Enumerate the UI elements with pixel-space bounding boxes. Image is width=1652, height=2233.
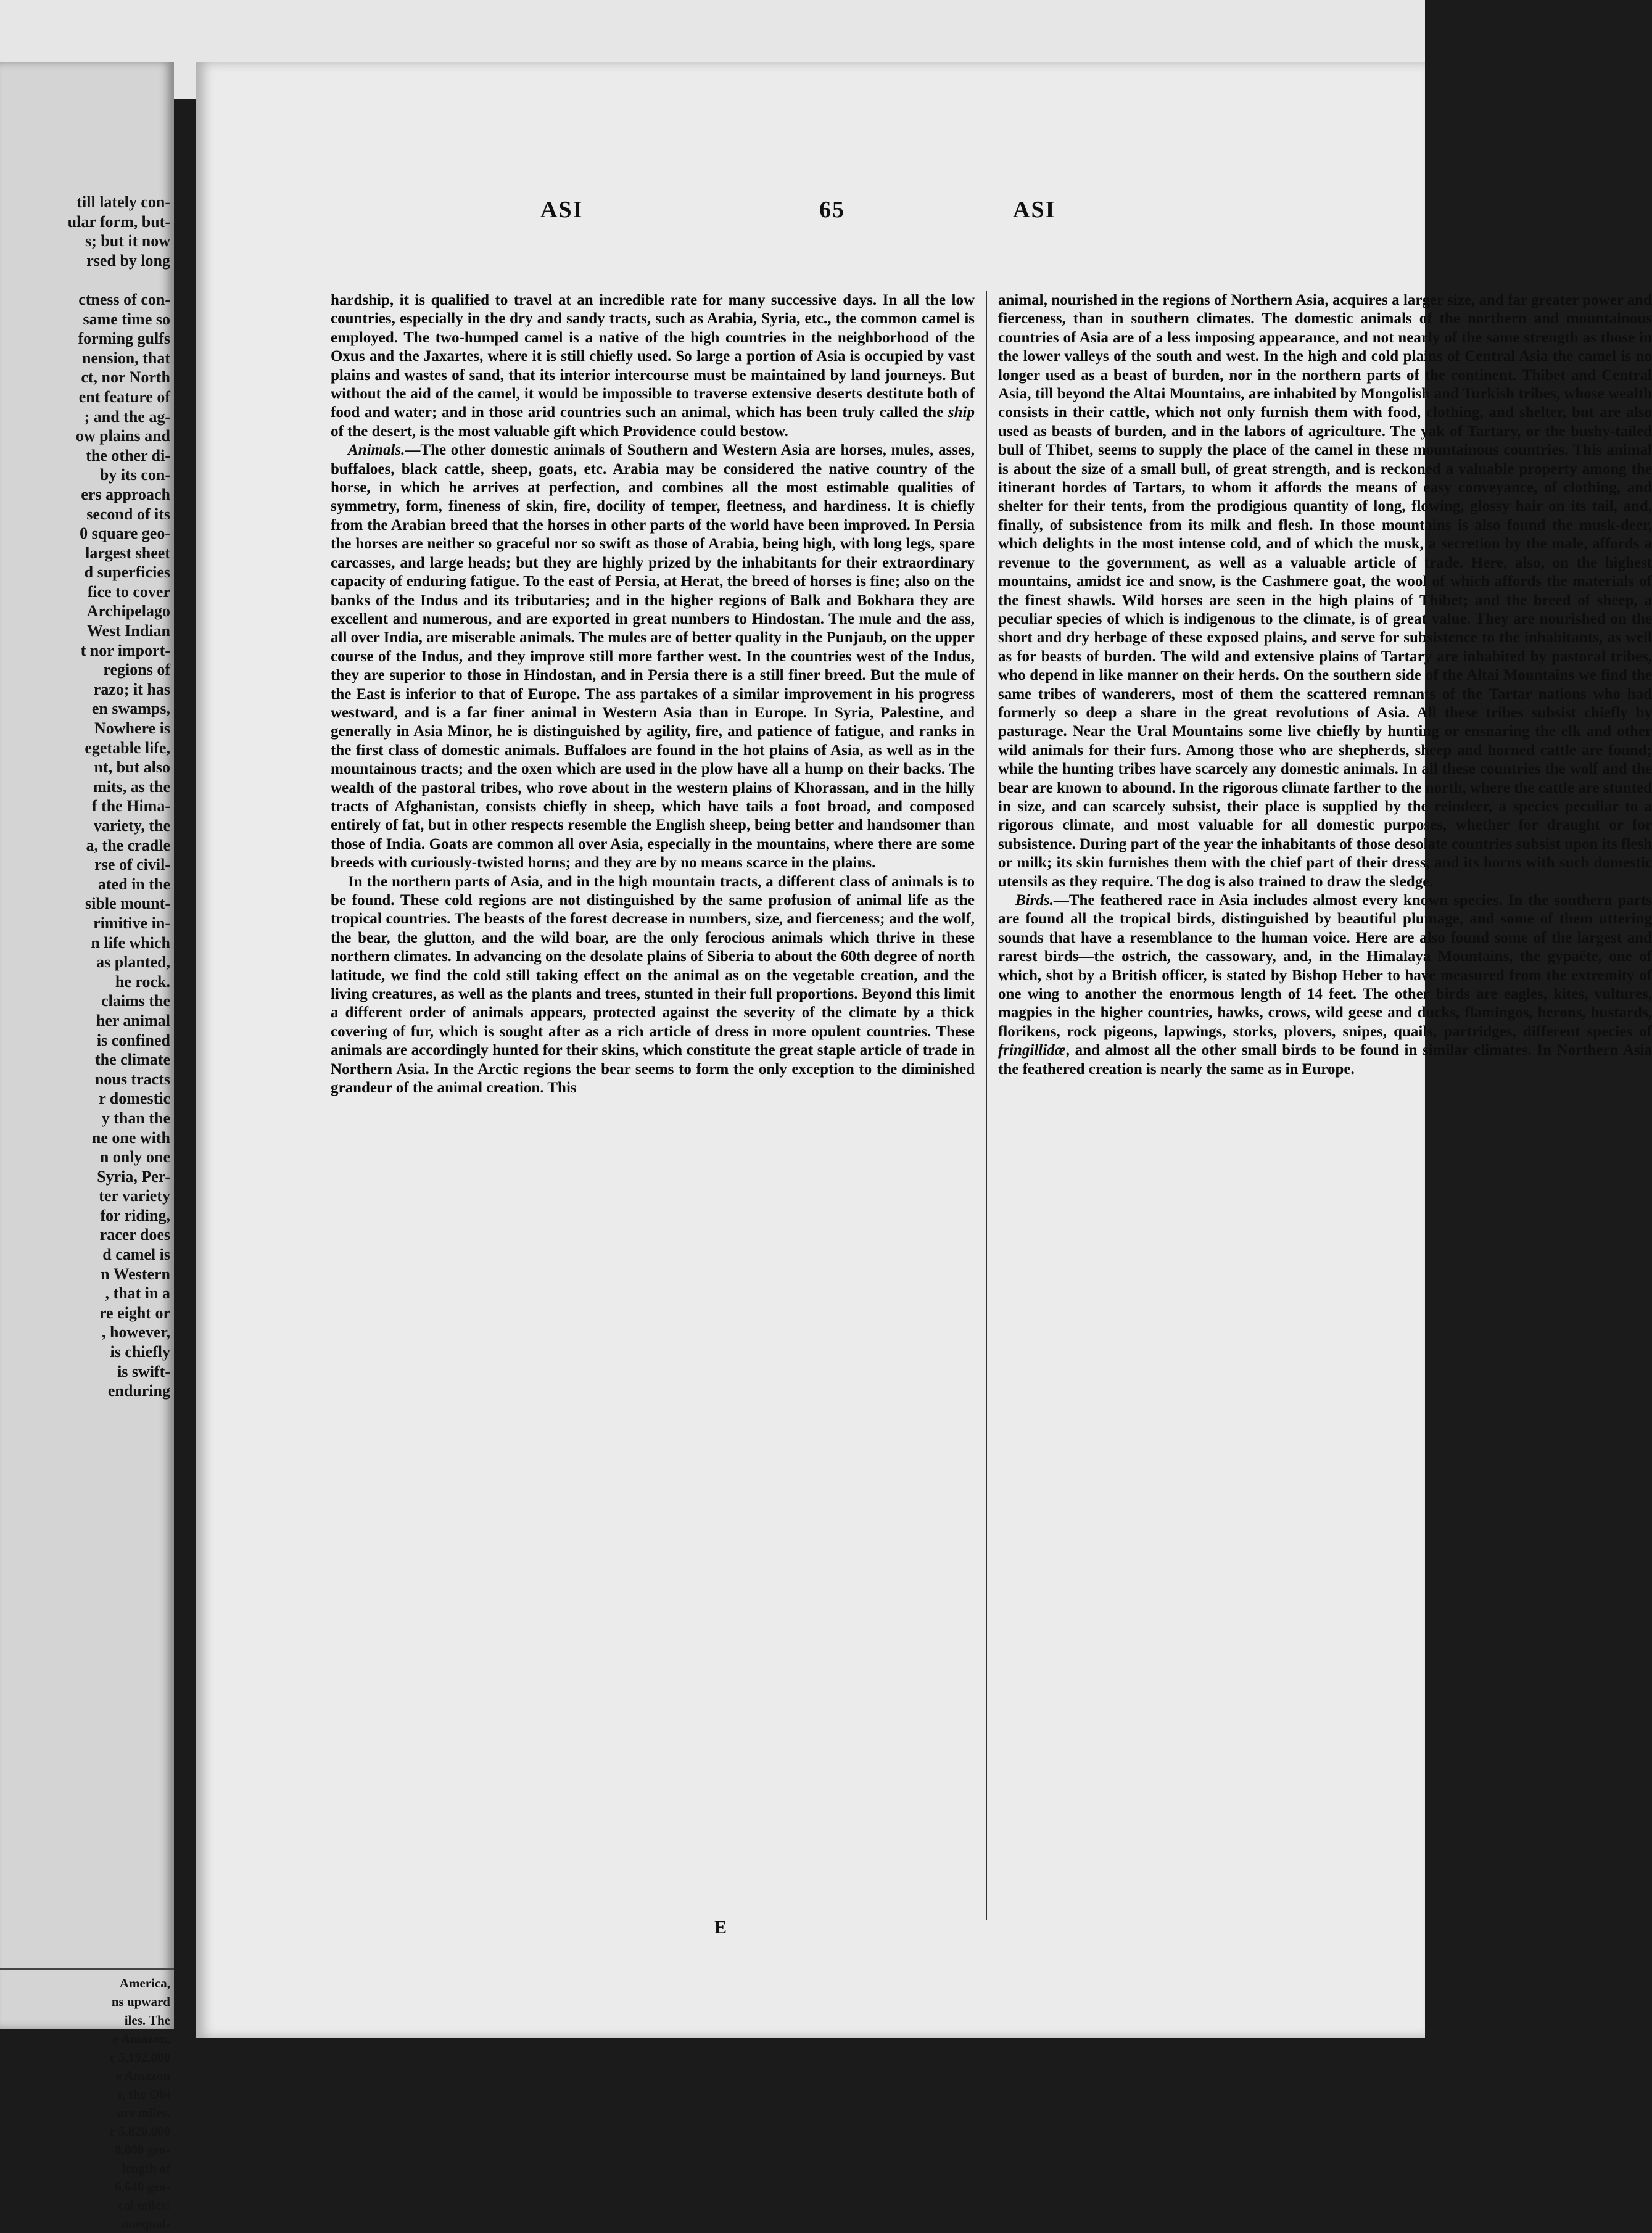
text-line: e Amazon bbox=[115, 2068, 170, 2083]
text-line: mits, as the bbox=[93, 777, 170, 796]
text-line: ent feature of bbox=[78, 387, 170, 406]
text-line bbox=[0, 270, 170, 290]
text-line: n life which bbox=[91, 933, 170, 952]
text-line: America, bbox=[119, 1976, 170, 1991]
text-line: a, the cradle bbox=[86, 836, 170, 854]
text-line: is confined bbox=[96, 1031, 170, 1049]
text-line: nension, that bbox=[81, 349, 170, 367]
text-line: r domestic bbox=[99, 1089, 170, 1108]
text-line: razo; it has bbox=[93, 680, 170, 698]
column-rule bbox=[986, 291, 987, 1920]
text-line: iles. The bbox=[124, 2013, 170, 2028]
text-line: the climate bbox=[94, 1050, 170, 1069]
text-line: re eight or bbox=[99, 1303, 170, 1322]
text-line: ated in the bbox=[98, 875, 170, 893]
text-line: Archipelago bbox=[86, 602, 170, 621]
paragraph: Birds.—The feathered race in Asia includes almost every known species. In the southern parts are found all the tropical birds, distinguished by beautiful plumage, and some of them uttering sounds that have a resemblance to the human voice. Here are also found some of the largest and rarest birds—the ostrich, the cassowary, and, in the Himalaya Mountains, the gypaëte, one of which, shot by a British officer, is stated by Bishop Heber to have measured from the extremity of one wing to another the enormous length of 14 feet. The other birds are eagles, kites, vultures, magpies in the higher countries, hawks, crows, wild geese and ducks, flamingos, herons, bustards, florikens, rock pigeons, lapwings, storks, plovers, snipes, quails, partridges, different species of fringillidæ, and almost all the other small birds to be found in similar climates. In Northern Asia the feathered creation is nearly the same as in Europe. bbox=[998, 892, 1652, 1078]
text-line: d superficies bbox=[84, 563, 170, 582]
text-line: 8,000 geo- bbox=[115, 2142, 170, 2157]
text-line: Syria, Per- bbox=[97, 1167, 170, 1186]
text-line: fice to cover bbox=[87, 582, 170, 601]
text-line: t nor import- bbox=[80, 641, 170, 659]
text-line: ns upward bbox=[111, 1994, 170, 2009]
text-line: e Amazon, bbox=[112, 2031, 170, 2046]
text-line: is swift- bbox=[117, 1362, 170, 1381]
section-heading-animals: Animals. bbox=[348, 442, 405, 459]
text-line: second of its bbox=[86, 505, 170, 523]
text-line: rimitive in- bbox=[93, 914, 170, 932]
text-line: cal miles: bbox=[118, 2198, 170, 2213]
text-line: racer does bbox=[99, 1226, 170, 1244]
text-line: r, the Obi bbox=[118, 2087, 170, 2102]
text-line: forming gulfs bbox=[78, 329, 170, 348]
text-column-right bbox=[998, 291, 1652, 1079]
running-head-left: ASI bbox=[540, 197, 584, 223]
text-line: n only one bbox=[99, 1148, 170, 1166]
text-line: nt, but also bbox=[94, 758, 170, 777]
text-line: ctness of con- bbox=[78, 290, 170, 308]
paragraph: animal, nourished in the regions of Northern Asia, acquires a larger size, and far greater power and fierceness, than in southern climates. The domestic animals of the northern and mountainous countries of Asia are of a less imposing appearance, and not nearly of the same strength as those in the lower valleys of the south and west. In the high and cold plains of Central Asia the camel is no longer used as a beast of burden, nor in the northern parts of the continent. Thibet and Central Asia, till beyond the Altai Mountains, are inhabited by Mongolish and Turkish tribes, whose wealth consists in their cattle, which not only furnish them with food, clothing, and shelter, but are also used as beasts of burden, and in the labors of agriculture. The yak of Tartary, or the bushy-tailed bull of Thibet, seems to supply the place of the camel in these mountainous countries. This animal is about the size of a small bull, of great strength, and is reckoned a valuable property among the itinerant hordes of Tartars, to whom it affords the means of easy conveyance, of clothing, and shelter for their tents, from the prodigious quantity of long, flowing, glossy hair on its tail, and, finally, of subsistence from its milk and flesh. In those mountains is also found the musk-deer, which delights in the most intense cold, and of which the musk, a secretion by the male, affords a revenue to the government, as well as a valuable article of trade. Here, also, on the highest mountains, amidst ice and snow, is the Cashmere goat, the wool of which affords the materials of the finest shawls. Wild horses are seen in the high plains of Thibet; and the breed of sheep, a peculiar species of which is indigenous to the climate, is of great value. They are nourished on the short and dry herbage of these exposed plains, and serve for subsistence to the inhabitants, as well as for beasts of burden. The wild and extensive plains of Tartary are inhabited by pastoral tribes, who depend in like manner on their herds. On the southern side of the Altai Mountains we find the same tribes of wanderers, most of them the scattered remnants of the Tartar nations who had formerly so deep a share in the great revolutions of Asia. All these tribes subsist chiefly by pasturage. Near the Ural Mountains some live chiefly by hunting or ensnaring the elk and other wild animals for their furs. Among those who are shepherds, sheep and horned cattle are found; while the hunting tribes have scarcely any domestic animals. In all these countries the wolf and the bear are known to abound. In the rigorous climate farther to the north, where the cattle are stunted in size, and can scarcely subsist, their place is supplied by the reindeer, a species peculiar to a rigorous climate, and most valuable for all domestic purposes, whether for draught or for subsistence. During part of the year the inhabitants of those desolate countries subsist upon its flesh or milk; its skin furnishes them with the chief part of their dress, and its horns with such domestic utensils as they require. The dog is also trained to draw the sledge. bbox=[998, 292, 1652, 890]
text-line: s; but it now bbox=[85, 232, 170, 250]
paragraph: In the northern parts of Asia, and in the high mountain tracts, a different class of animals is to be found. These cold regions are not distinguished by the same profusion of animal life as the tropical countries. The beasts of the forest decrease in numbers, size, and fierceness; and the wolf, the bear, the glutton, and the wild boar, are the only ferocious animals which thrive in these northern climates. In advancing on the desolate plains of Siberia to about the 60th degree of north latitude, we find the cold still taking effect on the animal as on the vegetable creation, and the living creatures, as well as the plants and trees, stunted in their full proportions. Beyond this limit a different order of animals appears, protected against the severity of the climate by a thick covering of fur, which is sought after as a rich article of dress in more opulent countries. These animals are accordingly hunted for their skins, which constitute the great staple article of trade in Northern Asia. In the Arctic regions the bear seems to form the only exception to the diminished grandeur of the animal creation. This bbox=[331, 873, 975, 1097]
text-line: n Western bbox=[101, 1265, 170, 1283]
page bbox=[196, 62, 1652, 2038]
text-line: he rock. bbox=[115, 972, 170, 991]
text-line: ct, nor North bbox=[81, 368, 170, 387]
text-line: ne one with bbox=[91, 1128, 170, 1147]
text-line: ular form, but- bbox=[67, 212, 170, 231]
signature-mark: E bbox=[714, 1917, 727, 1938]
text-line: claims the bbox=[101, 992, 170, 1010]
text-line: en swamps, bbox=[91, 700, 170, 718]
text-line: for riding, bbox=[100, 1206, 170, 1224]
facing-page-text bbox=[0, 192, 170, 1401]
text-line: egetable life, bbox=[85, 738, 170, 757]
text-line: 6,640 geo- bbox=[115, 2179, 170, 2194]
text-line: ter variety bbox=[99, 1187, 170, 1205]
text-line: r 5,820,000 bbox=[109, 2124, 170, 2139]
text-line: her animal bbox=[96, 1011, 170, 1030]
text-line: till lately con- bbox=[76, 193, 170, 211]
text-line: rsed by long bbox=[86, 251, 170, 270]
text-line: ers approach bbox=[81, 485, 170, 503]
text-line: unequal- bbox=[121, 2216, 170, 2231]
text-line: enduring bbox=[107, 1382, 170, 1400]
text-line: rse of civil- bbox=[94, 856, 170, 874]
running-head-right: ASI bbox=[1013, 197, 1056, 223]
page-number: 65 bbox=[819, 197, 845, 223]
text-line: r 5,192,000 bbox=[109, 2050, 170, 2065]
text-line: the other di- bbox=[86, 446, 170, 464]
text-line: nous tracts bbox=[94, 1070, 170, 1088]
text-line: f the Hima- bbox=[91, 797, 170, 815]
text-line: same time so bbox=[83, 310, 170, 328]
text-line: largest sheet bbox=[85, 543, 170, 562]
italic-term: fringillidæ bbox=[998, 1042, 1066, 1059]
text-line: by its con- bbox=[99, 466, 170, 484]
paragraph: hardship, it is qualified to travel at an incredible rate for many successive days. In all the low countries, especially in the dry and sandy tracts, such as Arabia, Syria, etc., the common camel is employed. The two-humped camel is a native of the high countries in the neighborhood of the Oxus and the Jaxartes, where it is still chiefly used. So large a portion of Asia is occupied by vast plains and wastes of sand, that its interior intercourse must be maintained by land journeys. But without the aid of the camel, it would be impossible to traverse extensive deserts destitute both of food and water; and in those arid countries such an animal, which has been truly called the ship of the desert, is the most valuable gift which Providence could bestow. bbox=[331, 292, 975, 440]
text-line: , that in a bbox=[105, 1284, 170, 1303]
italic-term: ship bbox=[948, 404, 975, 421]
text-line: length of bbox=[122, 2161, 170, 2176]
paragraph: Animals.—The other domestic animals of Southern and Western Asia are horses, mules, asses, buffaloes, black cattle, sheep, goats, etc. Arabia may be considered the native country of the horse, in which he arrives at perfection, and combines all the most estimable qualities of symmetry, form, fineness of skin, fire, docility of temper, fleetness, and hardiness. It is chiefly from the Arabian breed that the horses in other parts of the world have been improved. In Persia the horses are neither so graceful nor so swift as those of Arabia, being high, with long legs, spare carcasses, and large heads; but they are highly prized by the inhabitants for their extraordinary capacity of enduring fatigue. To the east of Persia, at Herat, the breed of horses is fine; also on the banks of the Indus and its tributaries; and in the higher regions of Balk and Bokhara they are excellent and numerous, and are exported in great numbers to Hindostan. The mule and the ass, all over India, are miserable animals. The mules are of better quality in the Punjaub, on the upper course of the Indus, and they improve still more farther west. In the countries west of the Indus, they are superior to those in Hindostan, and in Persia there is a still finer breed. But the mule of the East is inferior to that of Europe. The ass partakes of a similar improvement in his progress westward, and is a far finer animal in Western Asia than in Europe. In Syria, Palestine, and generally in Asia Minor, he is distinguished by agility, fire, and patience of fatigue, and ranks in the first class of domestic animals. Buffaloes are found in the hot plains of Asia, as well as in the mountainous tracts; and the oxen which are used in the plow have all a hump on their backs. The wealth of the pastoral tribes, who rove about in the western plains of Khorassan, and in the hilly tracts of Afghanistan, consists chiefly in sheep, which have tails a foot broad, and composed entirely of fat, but in other respects resemble the English sheep, being better and handsomer than those of India. Goats are common all over Asia, especially in the mountains, where there are some breeds with curiously-twisted horns; and they are by no means scarce in the plains. bbox=[331, 442, 975, 872]
text-line: regions of bbox=[103, 661, 170, 679]
text-line: Nowhere is bbox=[94, 719, 170, 738]
section-heading-birds: Birds. bbox=[1015, 892, 1054, 909]
text-line: is chiefly bbox=[110, 1343, 170, 1361]
text-line: ow plains and bbox=[75, 427, 170, 445]
text-line: y than the bbox=[101, 1108, 170, 1127]
text-column-left bbox=[331, 291, 975, 1097]
text-line: 0 square geo- bbox=[80, 524, 170, 543]
text-line: variety, the bbox=[93, 817, 170, 835]
text-line: d camel is bbox=[102, 1245, 170, 1264]
text-line: as planted, bbox=[96, 953, 170, 972]
text-line: sible mount- bbox=[85, 894, 170, 913]
footnote-rule bbox=[0, 1968, 174, 1970]
text-line: West Indian bbox=[86, 622, 170, 640]
text-line: are miles, bbox=[117, 2105, 170, 2120]
text-line: ; and the ag- bbox=[84, 407, 170, 426]
text-line: , however, bbox=[102, 1323, 170, 1342]
facing-page-footnote bbox=[0, 1974, 170, 2233]
facing-page-edge bbox=[0, 62, 174, 2231]
